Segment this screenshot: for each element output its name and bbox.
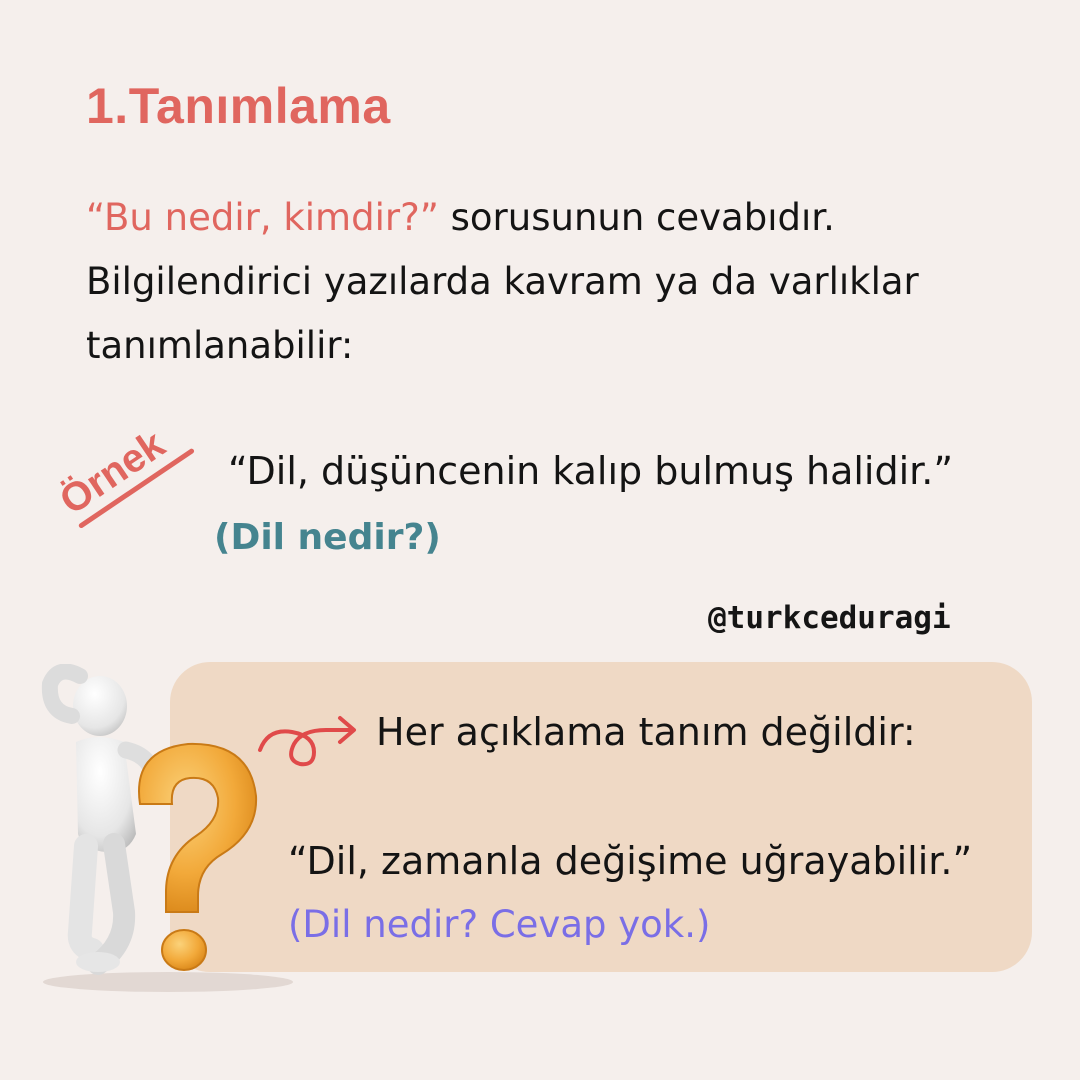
intro-paragraph [86,186,1036,378]
curly-arrow-icon [256,706,360,768]
intro-text: sorusunun cevabıdır. Bilgilendirici yazılarda kavram ya da varlıklar tanımlanabilir: [86,196,919,367]
note-answer: (Dil nedir? Cevap yok.) [288,903,711,946]
social-handle: @turkceduragi [708,600,951,636]
example-label-stamp [52,397,224,545]
page-title: 1.Tanımlama [86,78,391,134]
note-quote: “Dil, zamanla değişime uğrayabilir.” [288,839,973,883]
example-quote: “Dil, düşüncenin kalıp bulmuş halidir.” [228,449,954,493]
example-label: Örnek [52,422,173,524]
example-answer: (Dil nedir?) [214,517,441,558]
intro-question-quote: “Bu nedir, kimdir?” [86,196,439,239]
note-heading: Her açıklama tanım değildir: [376,710,916,754]
